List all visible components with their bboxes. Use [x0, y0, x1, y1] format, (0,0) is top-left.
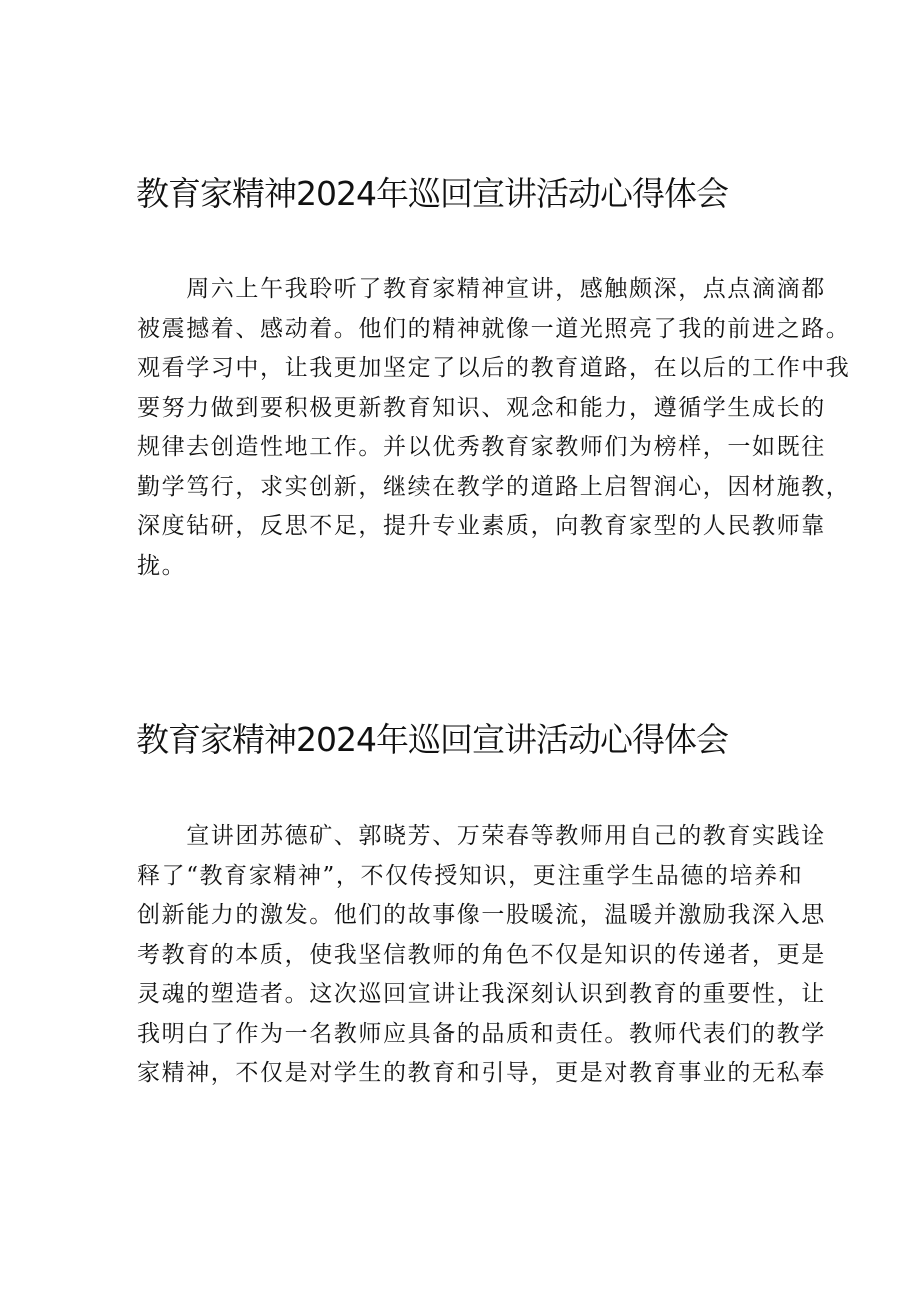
- paragraph-line: 创新能力的激发。他们的故事像一股暖流，温暖并激励我深入思: [137, 902, 826, 928]
- paragraph-line: 勤学笃行，求实创新，继续在教学的道路上启智润心，因材施教，: [137, 473, 851, 500]
- section-paragraph: [137, 270, 851, 586]
- paragraph-line: 规律去创造性地工作。并以优秀教育家教师们为榜样，一如既往: [137, 434, 826, 460]
- section-title: 教育家精神2024年巡回宣讲活动心得体会: [136, 720, 728, 759]
- paragraph-line: 观看学习中，让我更加坚定了以后的教育道路，在以后的工作中我: [137, 355, 851, 381]
- paragraph-line: 周六上午我聆听了教育家精神宣讲，感触颇深，点点滴滴都: [137, 276, 826, 302]
- paragraph-line: 要努力做到要积极更新教育知识、观念和能力，遵循学生成长的: [137, 394, 826, 421]
- paragraph-line: 我明白了作为一名教师应具备的品质和责任。教师代表们的教学: [137, 1020, 826, 1047]
- paragraph-line: 深度钻研，反思不足，提升专业素质，向教育家型的人民教师靠: [137, 513, 826, 539]
- section-paragraph: [137, 817, 826, 1094]
- section-title: 教育家精神2024年巡回宣讲活动心得体会: [136, 174, 728, 213]
- paragraph-line: 释了“教育家精神”，不仅传授知识，更注重学生品德的培养和: [137, 862, 804, 889]
- paragraph-line: 宣讲团苏德矿、郭晓芳、万荣春等教师用自己的教育实践诠: [137, 823, 826, 849]
- paragraph-line: 家精神，不仅是对学生的教育和引导，更是对教育事业的无私奉: [137, 1060, 826, 1086]
- paragraph-line: 被震撼着、感动着。他们的精神就像一道光照亮了我的前进之路。: [137, 315, 851, 342]
- paragraph-line: 考教育的本质，使我坚信教师的角色不仅是知识的传递者，更是: [137, 941, 826, 968]
- paragraph-line: 拢。: [137, 552, 187, 579]
- paragraph-line: 灵魂的塑造者。这次巡回宣讲让我深刻认识到教育的重要性，让: [137, 981, 826, 1007]
